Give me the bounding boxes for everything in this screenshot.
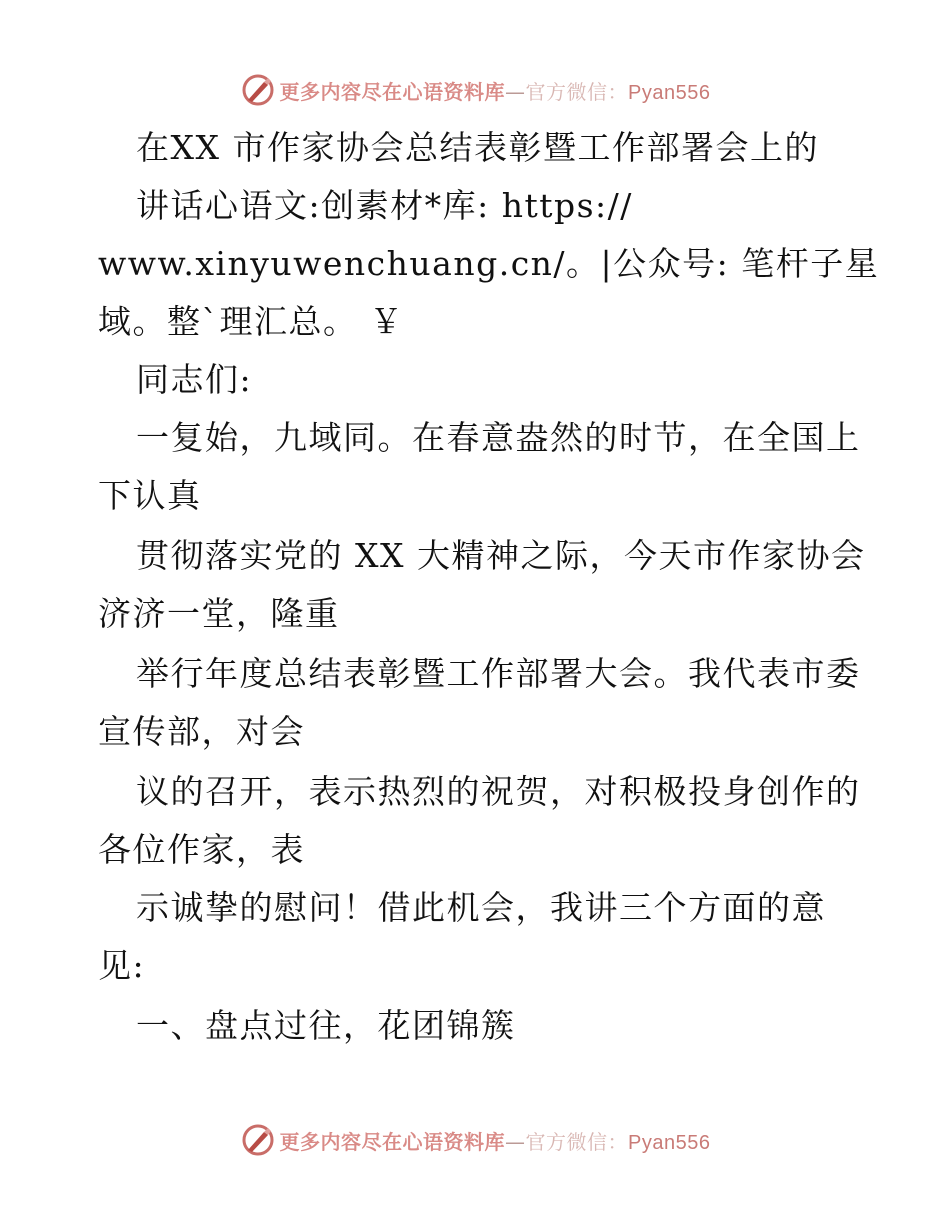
salutation-line: 同志们: <box>136 360 253 399</box>
pen-circle-icon <box>240 1122 276 1158</box>
watermark-wechat-id: Pyan556 <box>628 1131 711 1154</box>
title-line-1: 在XX 市作家协会总结表彰暨工作部署会上的 <box>136 128 819 167</box>
source-note-line: 域。整`理汇总。 ￥ <box>98 302 404 341</box>
paragraph-line: 宣传部，对会 <box>98 712 305 751</box>
watermark-dash: — <box>505 79 526 104</box>
watermark-dash: — <box>505 1129 526 1154</box>
watermark-official-label: 官方微信： <box>525 1129 629 1154</box>
source-url-line: www.xinyuwenchuang.cn/。|公众号: 笔杆子星 <box>98 244 880 283</box>
paragraph-line: 议的召开，表示热烈的祝贺，对积极投身创作的 <box>136 772 861 811</box>
paragraph-line: 各位作家，表 <box>98 830 305 869</box>
paragraph-line: 举行年度总结表彰暨工作部署大会。我代表市委 <box>136 654 861 693</box>
paragraph-line: 示诚挚的慰问！借此机会，我讲三个方面的意 <box>136 888 826 927</box>
paragraph-line: 下认真 <box>98 476 202 515</box>
watermark-official-label: 官方微信： <box>525 79 629 104</box>
paragraph-line: 贯彻落实党的 XX 大精神之际，今天市作家协会 <box>136 536 866 575</box>
watermark-wechat-id: Pyan556 <box>628 81 711 104</box>
header-watermark <box>0 70 950 110</box>
pen-circle-icon <box>240 72 276 108</box>
paragraph-line: 一复始，九域同。在春意盎然的时节，在全国上 <box>136 418 861 457</box>
paragraph-line: 见: <box>98 946 146 985</box>
title-line-2: 讲话心语文:创素材*库: https:// <box>136 186 633 225</box>
section-heading: 一、盘点过往，花团锦簇 <box>136 1006 516 1045</box>
paragraph-line: 济济一堂，隆重 <box>98 594 340 633</box>
watermark-brand: 更多内容尽在心语资料库 <box>279 1129 506 1154</box>
watermark-brand: 更多内容尽在心语资料库 <box>279 79 506 104</box>
footer-watermark <box>0 1120 950 1160</box>
